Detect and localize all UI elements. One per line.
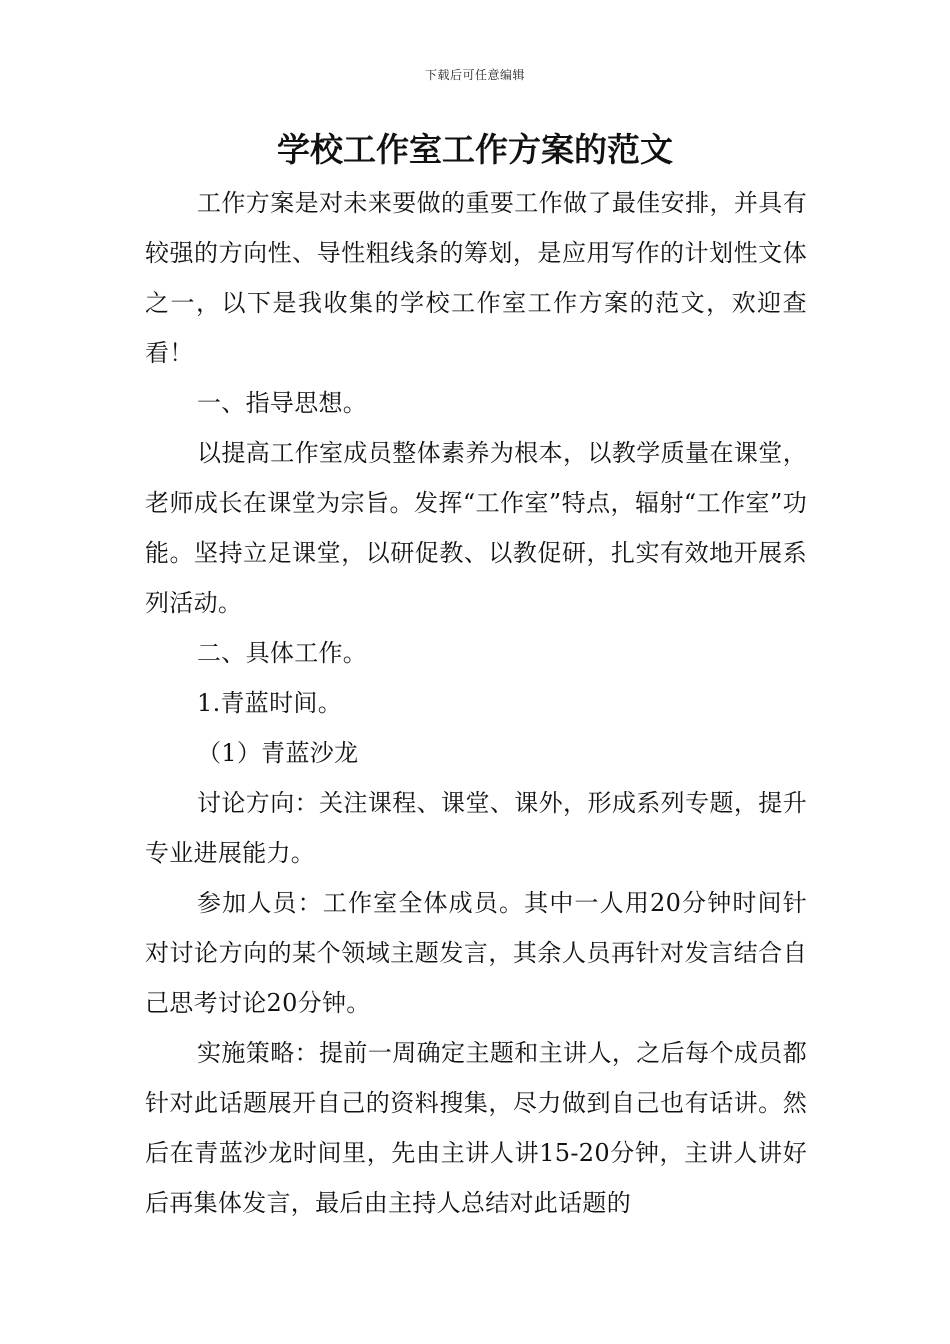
paragraph-participants: 参加人员：工作室全体成员。其中一人用20分钟时间针对讨论方向的某个领域主题发言，其余人员再针对发言结合自己思考讨论20分钟。 (145, 889, 807, 1017)
subheading-qinglan-salon: （1）青蓝沙龙 (197, 739, 359, 767)
paragraph-intro: 工作方案是对未来要做的重要工作做了最佳安排，并具有较强的方向性、导性粗线条的筹划，是应用写作的计划性文体之一，以下是我收集的学校工作室工作方案的范文，欢迎查看！ (145, 189, 807, 367)
paragraph-implementation-strategy: 实施策略：提前一周确定主题和主讲人，之后每个成员都针对此话题展开自己的资料搜集，尽力做到自己也有话讲。然后在青蓝沙龙时间里，先由主讲人讲15-20分钟，主讲人讲好后再集体发言，最后由主持人总结对此话题的 (145, 1039, 807, 1217)
header-note: 下载后可任意编辑 (424, 68, 525, 82)
document-body (145, 178, 807, 1228)
section-heading-specific-work: 二、具体工作。 (197, 639, 368, 667)
document-title: 学校工作室工作方案的范文 (277, 130, 673, 169)
paragraph-discussion-direction: 讨论方向：关注课程、课堂、课外，形成系列专题，提升专业进展能力。 (145, 789, 807, 867)
section-heading-guiding-ideology: 一、指导思想。 (197, 389, 368, 417)
subheading-qinglan-time: 1.青蓝时间。 (197, 689, 342, 717)
paragraph-guiding-ideology: 以提高工作室成员整体素养为根本，以教学质量在课堂，老师成长在课堂为宗旨。发挥“工作室”特点，辐射“工作室”功能。坚持立足课堂，以研促教、以教促研，扎实有效地开展系列活动。 (145, 439, 807, 617)
